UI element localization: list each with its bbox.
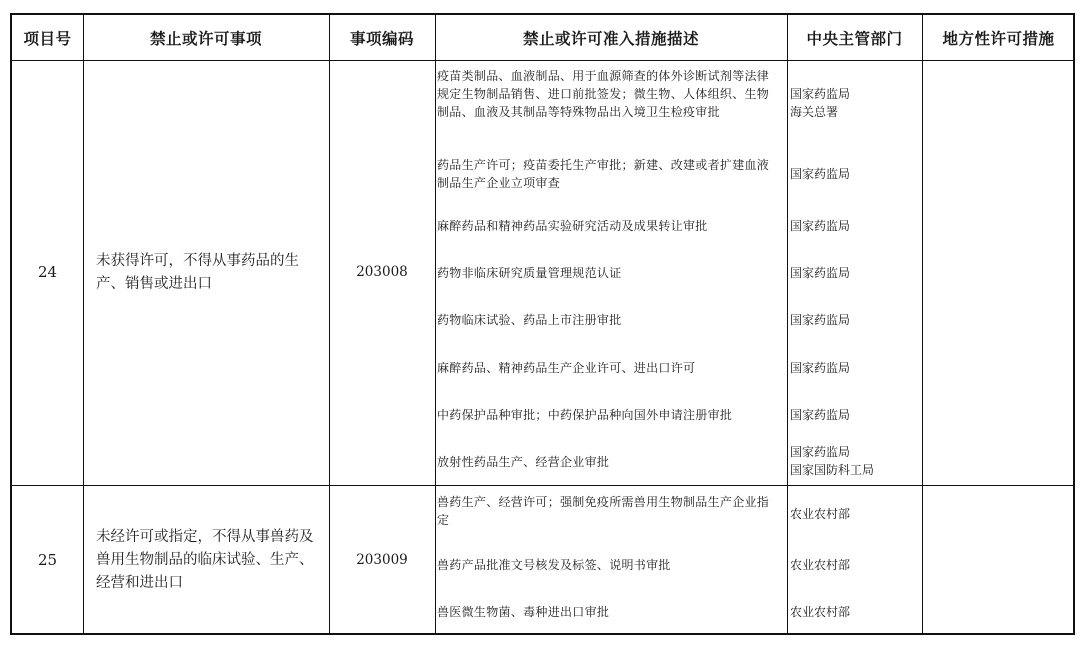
item-code: 203009 bbox=[356, 551, 408, 568]
dept-cell bbox=[790, 603, 920, 621]
header-central-dept: 中央主管部门 bbox=[806, 28, 903, 48]
header-measures: 禁止或许可准入措施描述 bbox=[522, 28, 699, 48]
dept-name: 国家药监局 bbox=[790, 361, 851, 375]
dept-name: 海关总署 bbox=[790, 105, 839, 119]
measure-text: 药品生产许可；疫苗委托生产审批；新建、改建或者扩建血液制品生产企业立项审查 bbox=[437, 158, 770, 190]
column-divider bbox=[922, 15, 923, 633]
measure-text: 麻醉药品、精神药品生产企业许可、进出口许可 bbox=[437, 361, 696, 375]
dept-cell bbox=[790, 165, 920, 183]
item-matter: 未经许可或指定，不得从事兽药及兽用生物制品的临床试验、生产、经营和进出口 bbox=[96, 528, 314, 591]
measure-text: 兽药产品批准文号核发及标签、说明书审批 bbox=[437, 558, 671, 572]
dept-name: 农业农村部 bbox=[790, 558, 851, 572]
item-number: 24 bbox=[37, 263, 58, 281]
dept-name: 国家药监局 bbox=[790, 167, 851, 181]
header-matter: 禁止或许可事项 bbox=[149, 28, 262, 48]
dept-name: 国家药监局 bbox=[790, 87, 851, 101]
measure-text: 药物非临床研究质量管理规范认证 bbox=[437, 266, 622, 280]
header-item-no: 项目号 bbox=[23, 28, 72, 48]
dept-cell bbox=[790, 505, 920, 523]
dept-cell bbox=[790, 556, 920, 574]
header-local-measures: 地方性许可措施 bbox=[942, 28, 1055, 48]
measure-text: 放射性药品生产、经营企业审批 bbox=[437, 455, 610, 469]
column-divider bbox=[83, 15, 84, 633]
item-matter: 未获得许可，不得从事药品的生产、销售或进出口 bbox=[96, 252, 299, 292]
column-divider bbox=[787, 15, 788, 633]
header-code: 事项编码 bbox=[349, 28, 414, 48]
dept-name: 国家国防科工局 bbox=[790, 463, 875, 477]
item-code: 203008 bbox=[356, 264, 408, 280]
column-divider bbox=[435, 15, 436, 633]
dept-cell bbox=[790, 359, 920, 377]
dept-cell bbox=[790, 217, 920, 235]
dept-name: 国家药监局 bbox=[790, 266, 851, 280]
dept-name: 农业农村部 bbox=[790, 507, 851, 521]
dept-cell bbox=[790, 85, 920, 121]
dept-cell bbox=[790, 406, 920, 424]
dept-cell bbox=[790, 311, 920, 329]
dept-name: 国家药监局 bbox=[790, 408, 851, 422]
dept-name: 国家药监局 bbox=[790, 313, 851, 327]
measure-text: 药物临床试验、药品上市注册审批 bbox=[437, 313, 622, 327]
measure-text: 兽医微生物菌、毒种进出口审批 bbox=[437, 605, 610, 619]
dept-name: 国家药监局 bbox=[790, 219, 851, 233]
dept-cell bbox=[790, 264, 920, 282]
dept-cell bbox=[790, 443, 920, 479]
license-table bbox=[10, 13, 1075, 635]
measure-text: 中药保护品种审批；中药保护品种向国外申请注册审批 bbox=[437, 408, 733, 422]
measure-text: 疫苗类制品、血液制品、用于血源筛查的体外诊断试剂等法律规定生物制品销售、进口前批签发；微生物、人体组织、生物制品、血液及其制品等特殊物品出入境卫生检疫审批 bbox=[437, 69, 770, 119]
item-number: 25 bbox=[37, 550, 58, 569]
dept-name: 农业农村部 bbox=[790, 605, 851, 619]
measure-text: 麻醉药品和精神药品实验研究活动及成果转让审批 bbox=[437, 219, 708, 233]
measure-text: 兽药生产、经营许可；强制免疫所需兽用生物制品生产企业指定 bbox=[437, 495, 770, 527]
dept-name: 国家药监局 bbox=[790, 445, 851, 459]
